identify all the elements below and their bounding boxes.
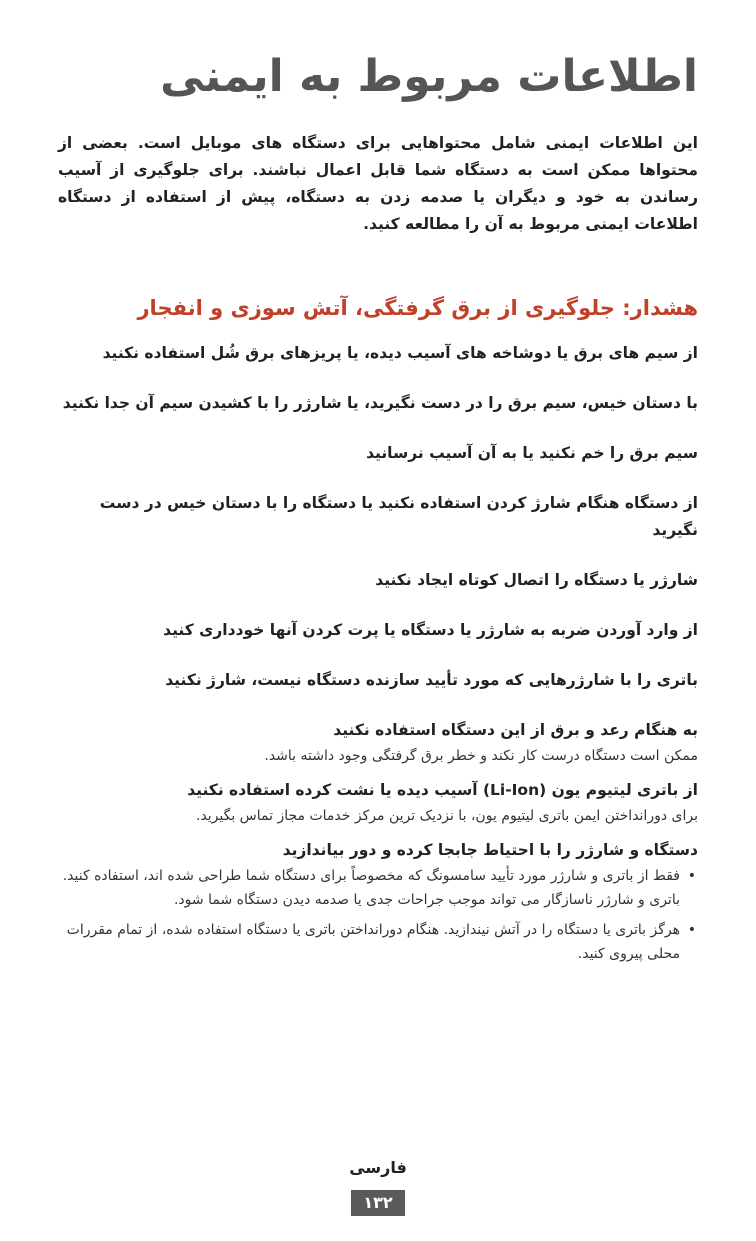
safety-item-heading: با دستان خیس، سیم برق را در دست نگیرید، یا شارژر را با کشیدن سیم آن جدا نکنید — [62, 394, 698, 412]
safety-item-heading: از سیم های برق یا دوشاخه های آسیب دیده، یا پریزهای برق شُل استفاده نکنید — [102, 344, 698, 362]
safety-item-heading: به هنگام رعد و برق از این دستگاه استفاده نکنید — [333, 721, 698, 739]
safety-items — [58, 340, 698, 972]
safety-item-text: برای دورانداختن ایمن باتری لیتیوم یون، با نزدیک ترین مرکز خدمات مجاز تماس بگیرید. — [195, 808, 698, 824]
page-number-badge: ۱۳۲ — [351, 1190, 405, 1216]
bullet-item: • فقط از باتری و شارژر مورد تأیید سامسونگ که مخصوصاً برای دستگاه شما طراحی شده اند، استفاده کنید. باتری و شارژر ناسازگار می تواند موجب جراحات جدی یا صدمه دیدن دستگاه شما شود. — [58, 864, 680, 912]
page-title: اطلاعات مربوط به ایمنی — [160, 51, 698, 102]
safety-item-heading: سیم برق را خم نکنید یا به آن آسیب نرسانید — [366, 444, 698, 462]
safety-item-heading: از دستگاه هنگام شارژ کردن استفاده نکنید یا دستگاه را با دستان خیس در دست نگیرید — [99, 494, 698, 539]
intro-paragraph: این اطلاعات ایمنی شامل محتواهایی برای دستگاه های موبایل است. بعضی از محتواها ممکن است به دستگاه شما قابل اعمال نباشند. برای جلوگیری از آسیب رساندن به خود و دیگران یا صدمه زدن به دستگاه، پیش از استفاده از دستگاه اطلاعات ایمنی مربوط به آن را مطالعه کنید. — [58, 134, 698, 233]
bullet-item: • هرگز باتری یا دستگاه را در آتش نیندازید. هنگام دورانداختن باتری یا دستگاه استفاده شده، از تمام مقررات محلی پیروی کنید. — [58, 918, 680, 966]
safety-item-text: ممکن است دستگاه درست کار نکند و خطر برق گرفتگی وجود داشته باشد. — [264, 748, 698, 764]
safety-item-heading: باتری را با شارژرهایی که مورد تأیید سازنده دستگاه نیست، شارژ نکنید — [165, 671, 698, 689]
safety-item-heading: از وارد آوردن ضربه به شارژر یا دستگاه یا پرت کردن آنها خودداری کنید — [163, 621, 698, 639]
bullet-list — [58, 864, 698, 966]
safety-item-heading: از باتری لیتیوم یون (Li-Ion) آسیب دیده یا نشت کرده استفاده نکنید — [187, 781, 698, 799]
safety-item-heading: شارژر یا دستگاه را اتصال کوتاه ایجاد نکنید — [375, 571, 698, 589]
footer-language: فارسی — [349, 1158, 407, 1177]
safety-item-heading: دستگاه و شارژر را با احتیاط جابجا کرده و دور بیاندازید — [282, 841, 698, 859]
warning-heading: هشدار: جلوگیری از برق گرفتگی، آتش سوزی و انفجار — [137, 296, 698, 320]
